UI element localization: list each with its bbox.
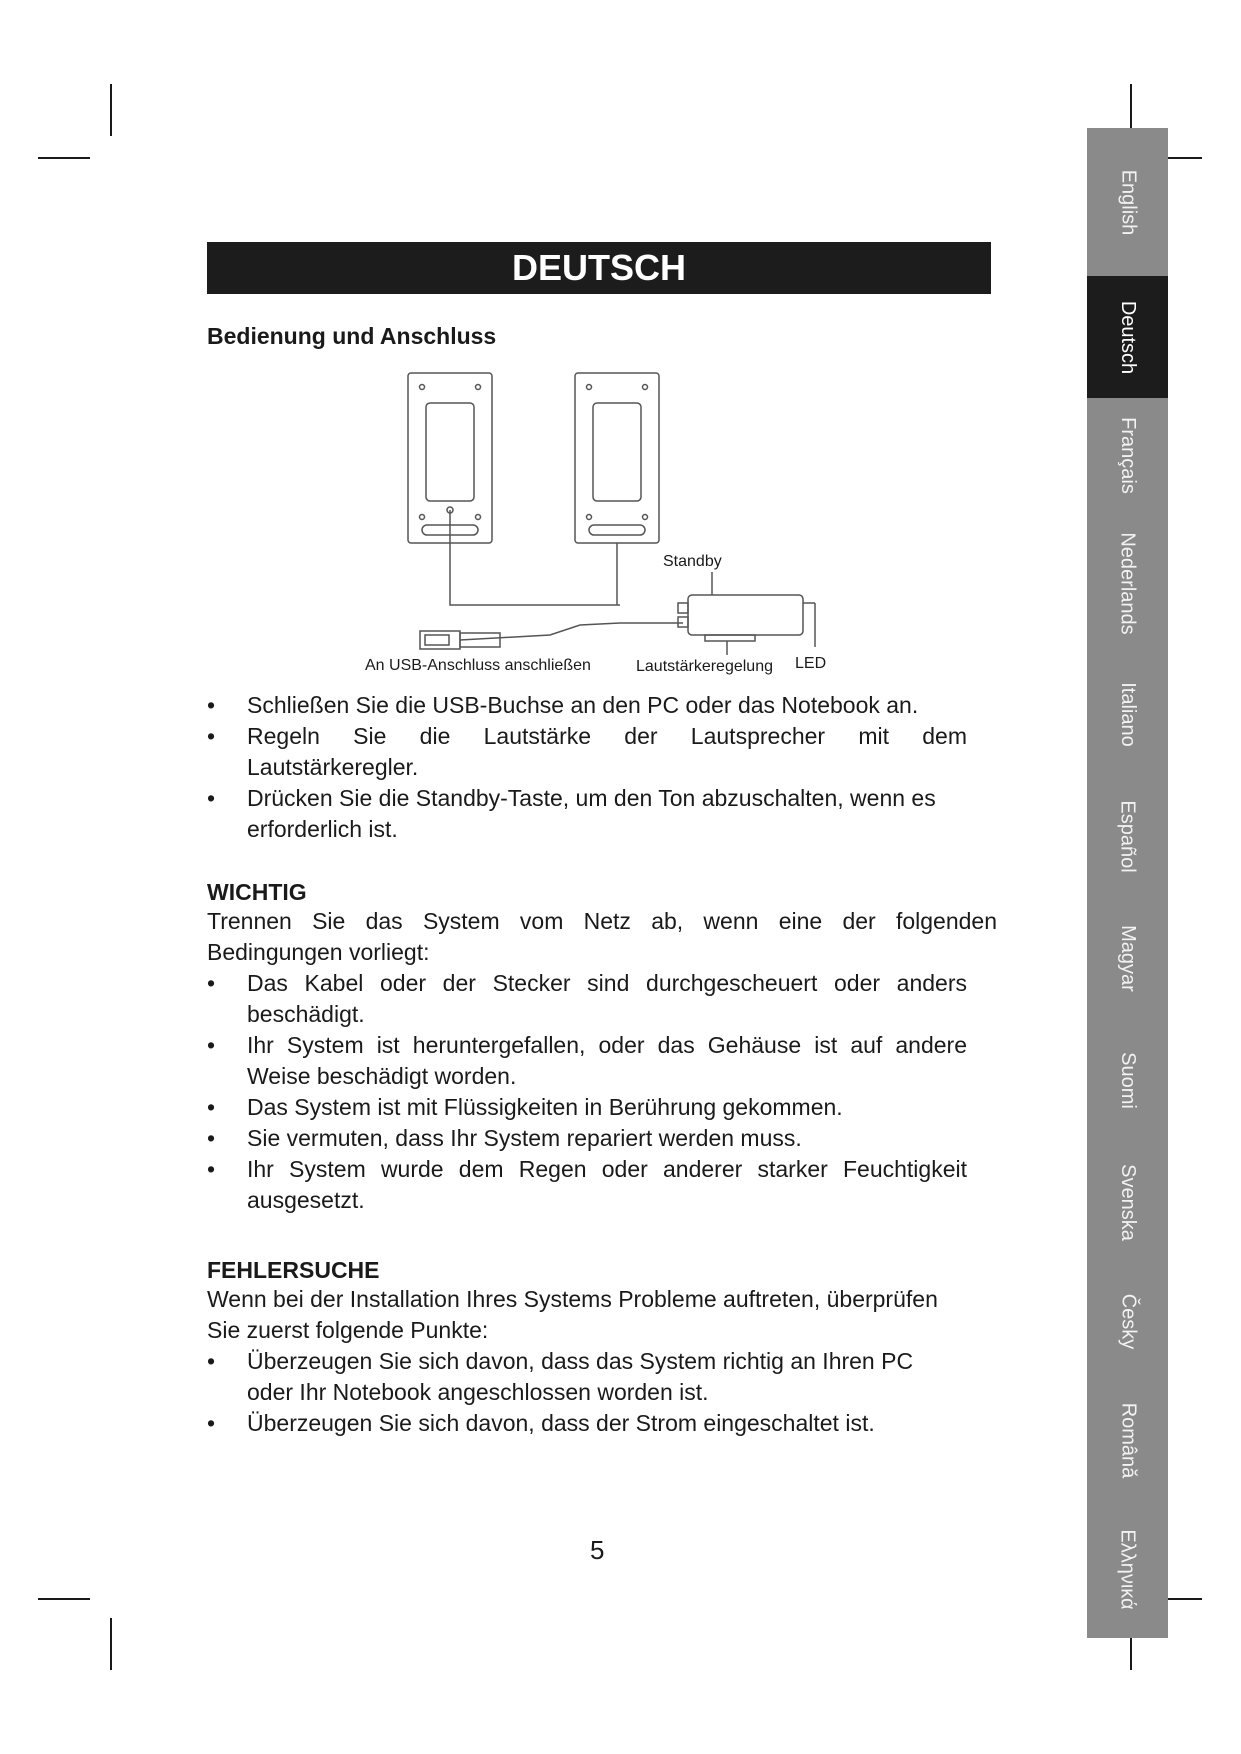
- list-item: • Das System ist mit Flüssigkeiten in Berührung gekommen.: [207, 1092, 967, 1123]
- bullet: •: [207, 970, 216, 996]
- language-tab-romana[interactable]: Română: [1116, 1402, 1139, 1478]
- list-item: • Drücken Sie die Standby-Taste, um den Ton abzuschalten, wenn es erforderlich ist.: [207, 785, 936, 842]
- list-item: • Überzeugen Sie sich davon, dass der Strom eingeschaltet ist.: [207, 1408, 967, 1439]
- language-tab-espanol[interactable]: Español: [1117, 799, 1139, 873]
- list-item: • Überzeugen Sie sich davon, dass das System richtig an Ihren PC oder Ihr Notebook angeschlossen worden ist.: [207, 1348, 914, 1405]
- section-heading-important: WICHTIG: [207, 879, 307, 905]
- bullet: •: [207, 1348, 216, 1374]
- bullet: •: [207, 1156, 216, 1182]
- bullet: •: [207, 723, 216, 749]
- important-list: [207, 968, 967, 1216]
- language-tab-bar: [1087, 128, 1168, 1638]
- list-item: • Ihr System ist heruntergefallen, oder das Gehäuse ist auf andere Weise beschädigt worden.: [207, 1032, 967, 1089]
- list-item: • Das Kabel oder der Stecker sind durchgescheuert oder anders beschädigt.: [207, 970, 967, 1027]
- important-intro: Trennen Sie das System vom Netz ab, wenn eine der folgenden: [207, 908, 997, 934]
- language-tab-ellinika[interactable]: Ελληνικά: [1116, 1529, 1139, 1610]
- label-volume: Lautstärkeregelung: [636, 658, 773, 675]
- page-title: DEUTSCH: [207, 242, 991, 294]
- bullet: •: [207, 1125, 216, 1151]
- list-item: • Sie vermuten, dass Ihr System repariert werden muss.: [207, 1123, 967, 1154]
- troubleshooting-intro: Wenn bei der Installation Ihres Systems Probleme auftreten, überprüfen: [207, 1286, 938, 1312]
- list-item: • Schließen Sie die USB-Buchse an den PC oder das Notebook an.: [207, 690, 967, 721]
- section-heading-operation: Bedienung und Anschluss: [207, 323, 497, 349]
- language-tab-deutsch[interactable]: Deutsch: [1087, 276, 1168, 398]
- troubleshooting-intro-cont: Sie zuerst folgende Punkte:: [207, 1317, 489, 1343]
- bullet: •: [207, 785, 216, 811]
- language-tab-svenska[interactable]: Svenska: [1117, 1163, 1139, 1241]
- crop-mark: [110, 84, 112, 136]
- label-usb: An USB-Anschluss anschließen: [365, 657, 591, 674]
- troubleshooting-list: [207, 1346, 967, 1439]
- language-tab-italiano[interactable]: Italiano: [1117, 681, 1139, 747]
- language-tab-nederlands[interactable]: Nederlands: [1117, 531, 1140, 635]
- important-intro-cont: Bedingungen vorliegt:: [207, 939, 430, 965]
- language-tab-cesky[interactable]: Česky: [1116, 1293, 1139, 1349]
- language-tab-english[interactable]: English: [1116, 169, 1139, 235]
- bullet: •: [207, 1032, 216, 1058]
- language-tab-francais[interactable]: Français: [1116, 417, 1139, 494]
- crop-mark: [110, 1618, 112, 1670]
- bullet: •: [207, 692, 216, 718]
- section-heading-troubleshooting: FEHLERSUCHE: [207, 1257, 380, 1283]
- crop-mark: [38, 1598, 90, 1600]
- bullet: •: [207, 1410, 216, 1436]
- right-speaker: [575, 373, 659, 543]
- page-number: 5: [590, 1535, 605, 1565]
- list-item: • Regeln Sie die Lautstärke der Lautsprecher mit dem Lautstärkeregler.: [207, 723, 967, 780]
- speaker-diagram: [360, 365, 860, 685]
- list-item: • Ihr System wurde dem Regen oder anderer starker Feuchtigkeit ausgesetzt.: [207, 1156, 967, 1213]
- language-tab-suomi[interactable]: Suomi: [1116, 1051, 1139, 1109]
- label-standby: Standby: [663, 553, 722, 570]
- bullet: •: [207, 1094, 216, 1120]
- crop-mark: [38, 157, 90, 159]
- label-led: LED: [795, 655, 827, 672]
- operation-list: [207, 690, 967, 845]
- control-box: [688, 595, 803, 635]
- language-tab-magyar[interactable]: Magyar: [1116, 924, 1139, 992]
